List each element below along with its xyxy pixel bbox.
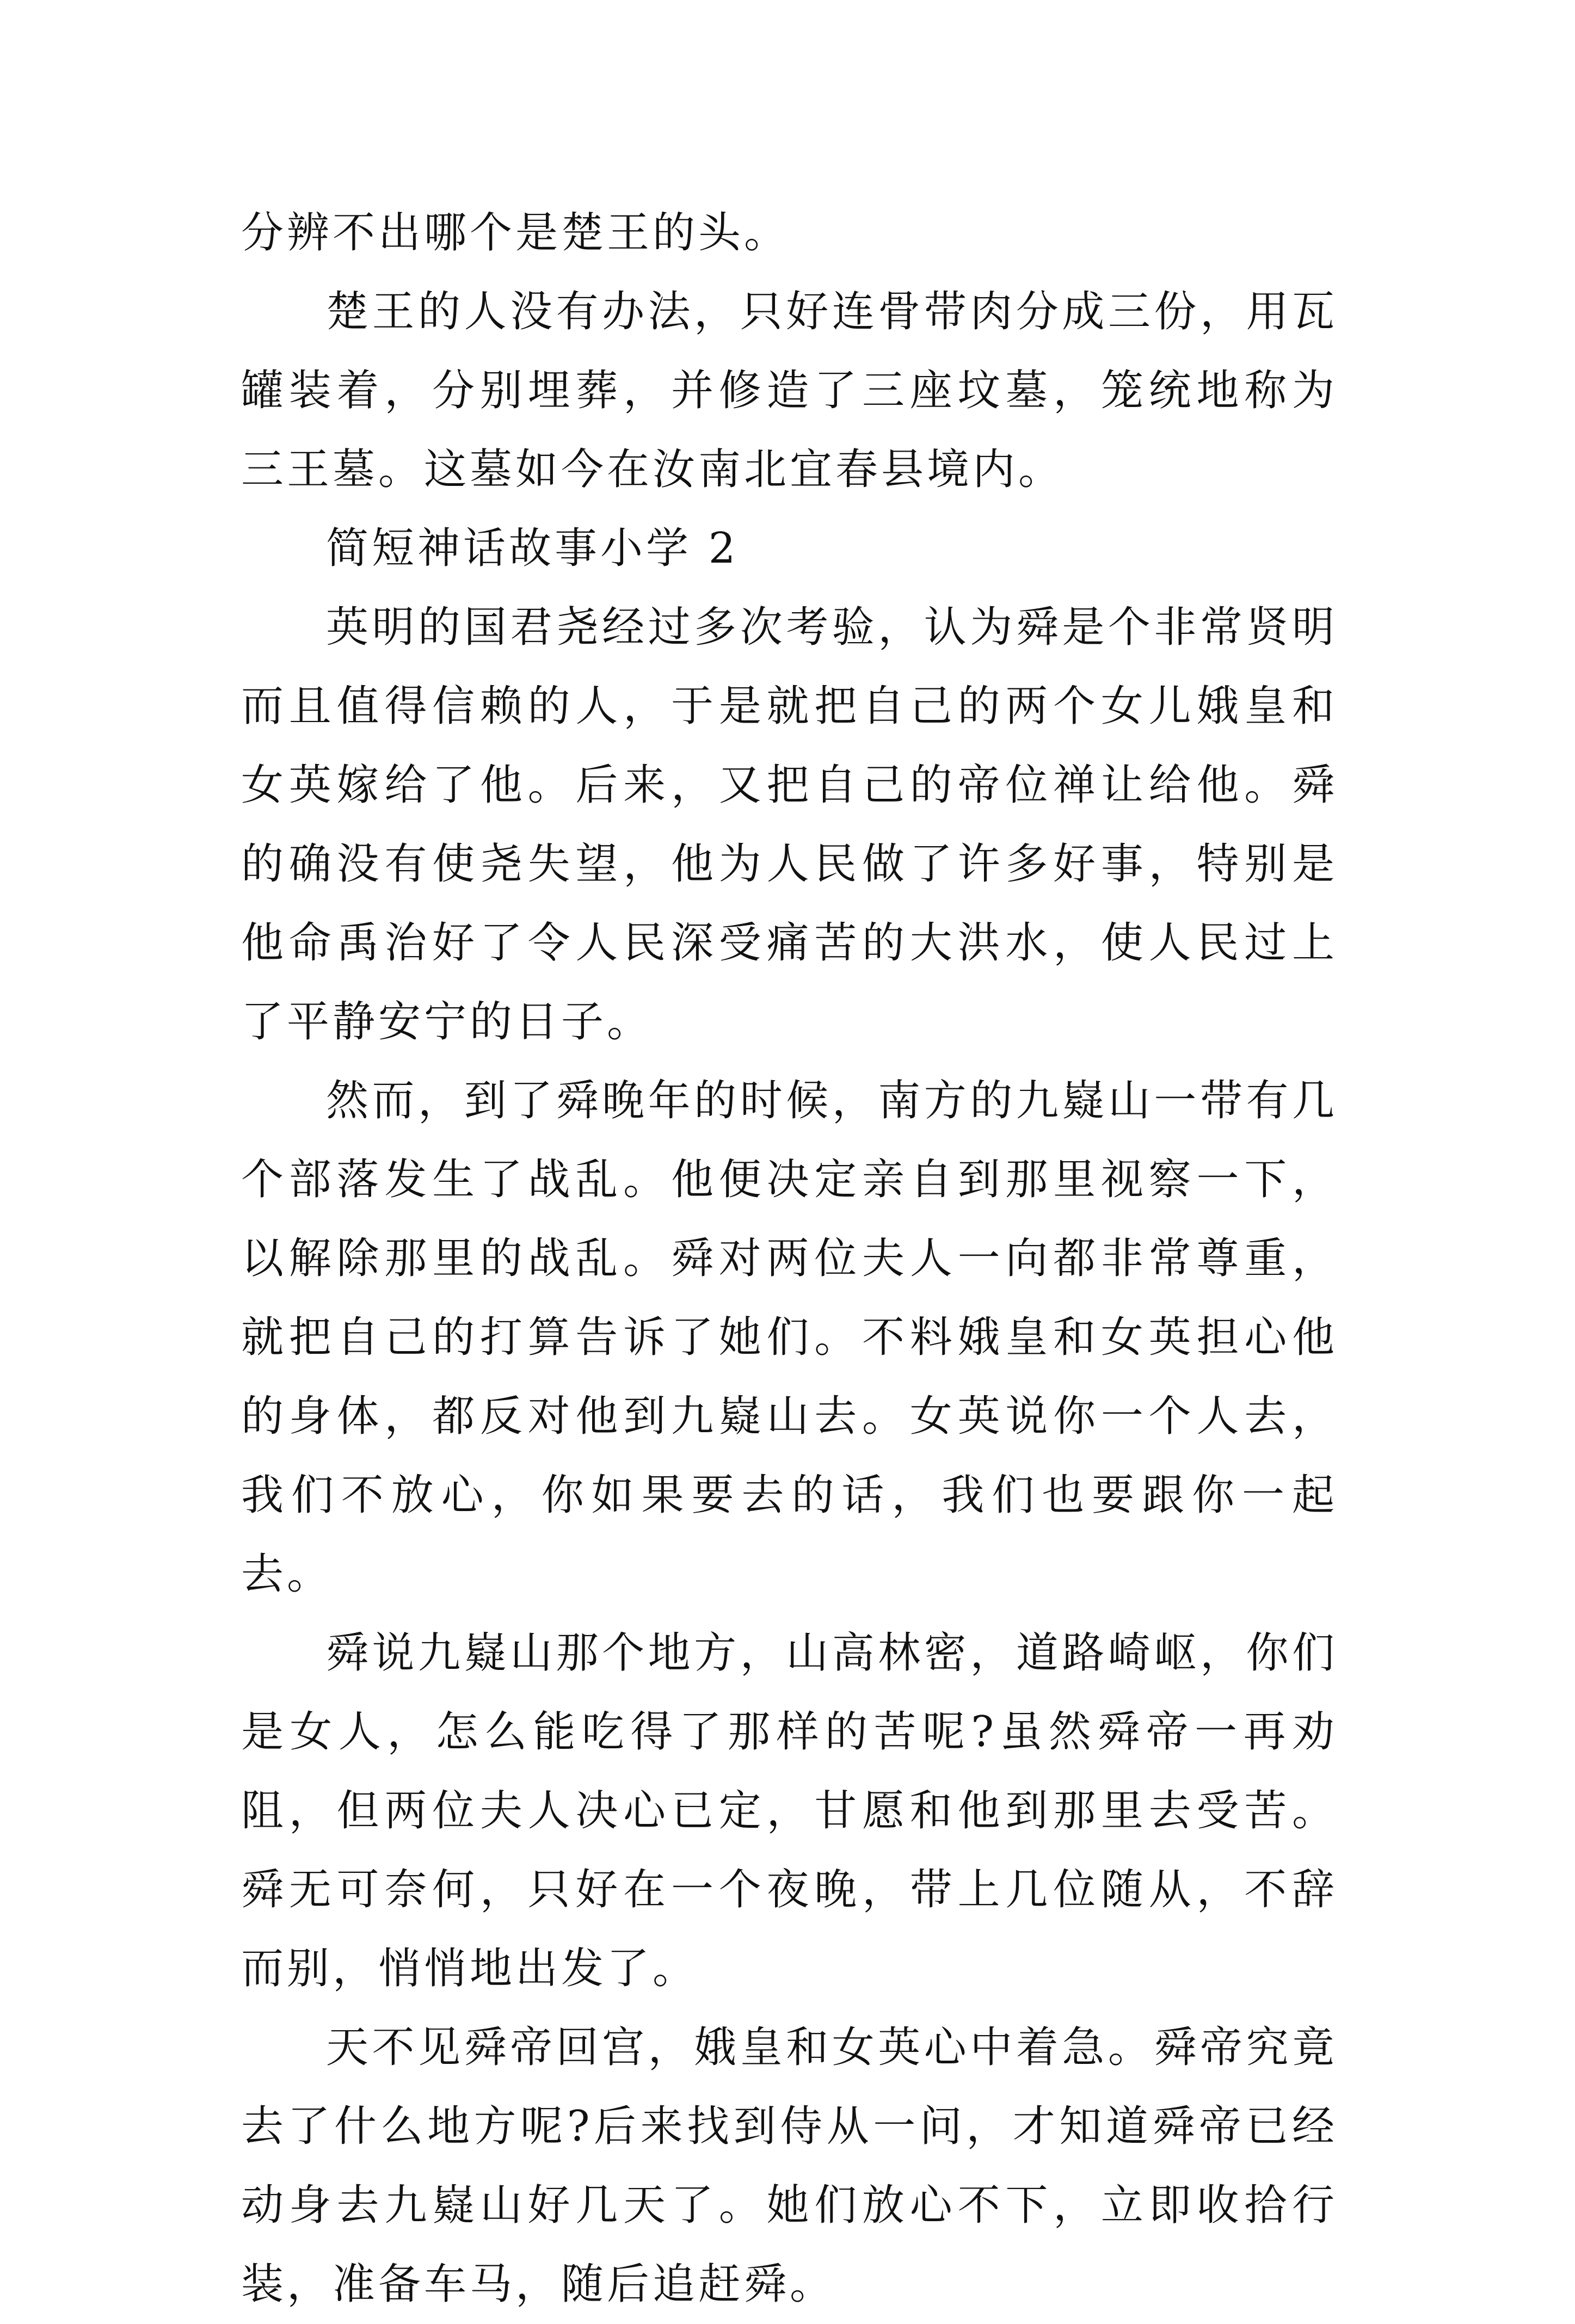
paragraph: 然而，到了舜晚年的时候，南方的九嶷山一带有几个部落发生了战乱。他便决定亲自到那里视察一下，以解除那里的战乱。舜对两位夫人一向都非常尊重，就把自己的打算告诉了她们。不料娥皇和女英担心他的身体，都反对他到九嶷山去。女英说你一个人去，我们不放心，你如果要去的话，我们也要跟你一起去。 (241, 1076, 1338, 1599)
continuation-paragraph: 分辨不出哪个是楚王的头。 (241, 208, 790, 257)
body-text (241, 194, 1338, 2324)
paragraph: 英明的国君尧经过多次考验，认为舜是个非常贤明而且值得信赖的人，于是就把自己的两个女儿娥皇和女英嫁给了他。后来，又把自己的帝位禅让给他。舜的确没有使尧失望，他为人民做了许多好事，特别是他命禹治好了令人民深受痛苦的大洪水，使人民过上了平静安宁的日子。 (241, 603, 1338, 1046)
paragraph: 天不见舜帝回宫，娥皇和女英心中着急。舜帝究竟去了什么地方呢?后来找到侍从一问，才知道舜帝已经动身去九嶷山好几天了。她们放心不下，立即收拾行装，准备车马，随后追赶舜。 (241, 2023, 1338, 2309)
paragraph: 舜说九嶷山那个地方，山高林密，道路崎岖，你们是女人，怎么能吃得了那样的苦呢?虽然舜帝一再劝阻，但两位夫人决心已定，甘愿和他到那里去受苦。舜无可奈何，只好在一个夜晚，带上几位随从，不辞而别，悄悄地出发了。 (241, 1629, 1338, 1993)
section-heading: 简短神话故事小学 2 (326, 524, 739, 573)
paragraph: 楚王的人没有办法，只好连骨带肉分成三份，用瓦罐装着，分别埋葬，并修造了三座坟墓，笼统地称为三王墓。这墓如今在汝南北宜春县境内。 (241, 287, 1338, 494)
